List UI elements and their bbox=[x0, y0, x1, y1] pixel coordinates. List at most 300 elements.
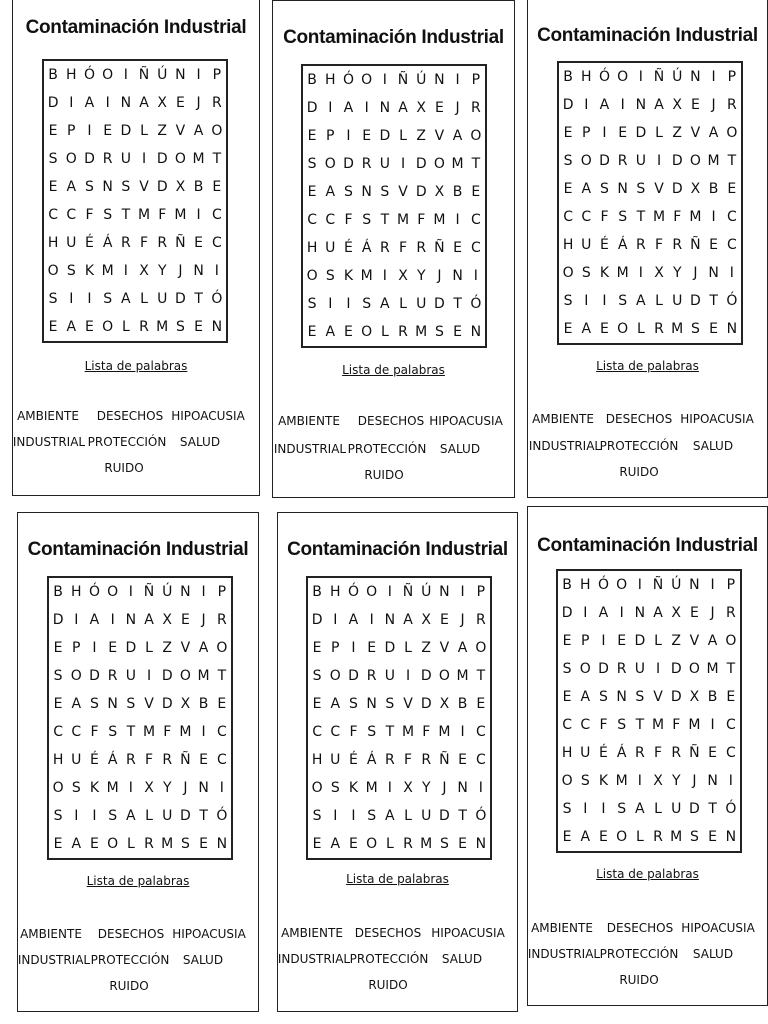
grid-letter: R bbox=[384, 752, 395, 768]
grid-letter: E bbox=[618, 125, 628, 141]
grid-row bbox=[308, 578, 490, 606]
grid-row bbox=[49, 718, 231, 746]
grid-letter: É bbox=[85, 235, 94, 251]
grid-letter: H bbox=[561, 745, 573, 761]
grid-letter: Y bbox=[157, 263, 167, 279]
grid-letter: S bbox=[434, 324, 444, 340]
grid-row bbox=[559, 119, 741, 147]
grid-letter: H bbox=[580, 577, 591, 593]
grid-letter: T bbox=[476, 668, 486, 684]
word-item: AMBIENTE bbox=[17, 409, 79, 423]
grid-letter: T bbox=[217, 668, 227, 684]
grid-letter: O bbox=[174, 151, 186, 167]
grid-letter: D bbox=[561, 605, 573, 621]
grid-letter: R bbox=[654, 321, 664, 337]
grid-letter: D bbox=[384, 640, 396, 656]
grid-letter: X bbox=[139, 263, 149, 279]
grid-letter: X bbox=[439, 696, 450, 712]
grid-letter: F bbox=[673, 209, 682, 225]
grid-letter: N bbox=[211, 319, 223, 335]
word-item: RUIDO bbox=[368, 978, 408, 992]
grid-row bbox=[49, 634, 231, 662]
grid-letter: A bbox=[325, 324, 336, 340]
grid-letter: M bbox=[156, 319, 169, 335]
grid-letter: T bbox=[458, 808, 467, 824]
grid-letter: T bbox=[380, 212, 390, 228]
grid-row bbox=[558, 571, 740, 599]
grid-letter: D bbox=[671, 181, 683, 197]
grid-letter: B bbox=[193, 179, 204, 195]
grid-letter: X bbox=[144, 780, 154, 796]
word-item: RUIDO bbox=[619, 973, 659, 987]
grid-letter: U bbox=[671, 801, 682, 817]
grid-letter: P bbox=[471, 72, 481, 88]
grid-letter: T bbox=[636, 209, 646, 225]
grid-letter: K bbox=[84, 263, 95, 279]
grid-letter: N bbox=[689, 577, 700, 593]
grid-letter: E bbox=[90, 836, 99, 852]
grid-letter: M bbox=[688, 717, 701, 733]
grid-letter: D bbox=[306, 100, 318, 116]
grid-letter: R bbox=[634, 745, 645, 761]
grid-row bbox=[44, 257, 226, 285]
grid-letter: O bbox=[361, 324, 373, 340]
grid-row bbox=[303, 290, 485, 318]
grid-row bbox=[559, 203, 741, 231]
grid-letter: A bbox=[380, 296, 390, 312]
grid-letter: J bbox=[711, 97, 716, 113]
grid-letter: C bbox=[312, 724, 322, 740]
grid-letter: Ó bbox=[598, 69, 610, 85]
grid-letter: E bbox=[312, 836, 322, 852]
grid-letter: S bbox=[617, 801, 627, 817]
grid-letter: I bbox=[382, 72, 387, 88]
grid-letter: U bbox=[672, 293, 683, 309]
grid-letter: E bbox=[563, 125, 573, 141]
word-list-title: Lista de palabras bbox=[86, 874, 190, 888]
grid-letter: E bbox=[708, 829, 718, 845]
grid-letter: P bbox=[727, 69, 737, 85]
grid-letter: I bbox=[351, 640, 356, 656]
grid-letter: J bbox=[183, 780, 188, 796]
grid-letter: E bbox=[349, 836, 358, 852]
grid-letter: I bbox=[460, 724, 465, 740]
grid-letter: L bbox=[655, 125, 663, 141]
grid-letter: R bbox=[672, 237, 683, 253]
grid-letter: F bbox=[399, 240, 408, 256]
grid-letter: Ñ bbox=[653, 69, 665, 85]
grid-letter: D bbox=[89, 668, 100, 684]
grid-letter: C bbox=[66, 207, 77, 223]
grid-letter: I bbox=[583, 605, 588, 621]
grid-letter: I bbox=[128, 584, 133, 600]
grid-letter: R bbox=[635, 237, 646, 253]
grid-letter: A bbox=[121, 291, 131, 307]
grid-letter: O bbox=[617, 69, 629, 85]
letter-grid bbox=[556, 569, 742, 853]
grid-letter: L bbox=[126, 836, 135, 852]
grid-letter: I bbox=[455, 72, 460, 88]
grid-letter: I bbox=[638, 265, 643, 281]
grid-letter: C bbox=[307, 212, 317, 228]
grid-letter: D bbox=[415, 156, 427, 172]
grid-row bbox=[49, 830, 231, 858]
grid-letter: J bbox=[196, 95, 201, 111]
grid-letter: S bbox=[85, 179, 94, 195]
grid-letter: F bbox=[163, 724, 172, 740]
grid-letter: I bbox=[123, 263, 128, 279]
grid-letter: H bbox=[71, 584, 82, 600]
grid-letter: R bbox=[475, 612, 486, 628]
grid-letter: J bbox=[442, 780, 447, 796]
grid-letter: I bbox=[201, 724, 206, 740]
word-item: HIPOACUSIA bbox=[431, 926, 505, 940]
grid-letter: R bbox=[470, 100, 481, 116]
grid-letter: Á bbox=[617, 237, 628, 253]
grid-letter: N bbox=[725, 829, 737, 845]
grid-letter: Ó bbox=[211, 291, 223, 307]
grid-letter: N bbox=[193, 263, 204, 279]
grid-letter: S bbox=[385, 696, 395, 712]
word-item: SALUD bbox=[182, 953, 224, 967]
grid-letter: Á bbox=[102, 235, 113, 251]
letter-grid bbox=[47, 576, 233, 860]
grid-letter: C bbox=[211, 235, 222, 251]
grid-letter: O bbox=[726, 125, 738, 141]
grid-letter: U bbox=[421, 808, 432, 824]
grid-letter: J bbox=[455, 100, 460, 116]
grid-letter: O bbox=[688, 661, 700, 677]
grid-letter: A bbox=[330, 836, 341, 852]
grid-letter: B bbox=[562, 577, 572, 593]
grid-letter: E bbox=[563, 181, 573, 197]
grid-letter: X bbox=[416, 100, 427, 116]
grid-letter: N bbox=[439, 584, 450, 600]
grid-letter: A bbox=[330, 696, 341, 712]
grid-letter: U bbox=[66, 235, 77, 251]
grid-letter: I bbox=[219, 780, 224, 796]
grid-row bbox=[303, 234, 485, 262]
grid-letter: E bbox=[85, 319, 94, 335]
grid-letter: R bbox=[653, 829, 663, 845]
grid-letter: I bbox=[455, 212, 460, 228]
grid-letter: D bbox=[52, 612, 64, 628]
grid-letter: X bbox=[180, 696, 191, 712]
grid-letter: I bbox=[601, 633, 606, 649]
grid-letter: E bbox=[307, 128, 317, 144]
grid-letter: B bbox=[307, 72, 317, 88]
grid-letter: B bbox=[707, 689, 718, 705]
grid-letter: S bbox=[325, 268, 335, 284]
letter-grid bbox=[306, 576, 492, 860]
grid-letter: S bbox=[312, 808, 322, 824]
grid-letter: M bbox=[616, 265, 629, 281]
grid-letter: U bbox=[581, 237, 592, 253]
grid-letter: R bbox=[416, 240, 427, 256]
grid-letter: R bbox=[398, 324, 408, 340]
grid-letter: A bbox=[580, 829, 591, 845]
grid-letter: C bbox=[475, 752, 486, 768]
grid-letter: O bbox=[329, 668, 341, 684]
grid-letter: E bbox=[367, 640, 377, 656]
grid-letter: E bbox=[199, 752, 209, 768]
grid-letter: J bbox=[692, 773, 697, 789]
grid-letter: X bbox=[421, 612, 432, 628]
grid-letter: E bbox=[471, 184, 481, 200]
grid-letter: I bbox=[400, 156, 406, 172]
grid-letter: R bbox=[361, 156, 372, 172]
grid-row bbox=[49, 746, 231, 774]
grid-letter: D bbox=[420, 668, 432, 684]
grid-letter: L bbox=[140, 123, 148, 139]
word-item: SALUD bbox=[441, 952, 483, 966]
grid-letter: S bbox=[690, 321, 700, 337]
word-item: SALUD bbox=[692, 947, 734, 961]
grid-letter: F bbox=[140, 235, 149, 251]
word-item: AMBIENTE bbox=[278, 414, 340, 428]
grid-letter: S bbox=[367, 724, 377, 740]
grid-letter: U bbox=[162, 808, 173, 824]
grid-letter: C bbox=[211, 207, 222, 223]
grid-letter: U bbox=[71, 752, 82, 768]
grid-letter: V bbox=[144, 696, 154, 712]
grid-letter: S bbox=[581, 265, 591, 281]
grid-letter: B bbox=[198, 696, 209, 712]
grid-letter: D bbox=[598, 661, 609, 677]
grid-letter: R bbox=[102, 151, 113, 167]
grid-letter: C bbox=[725, 745, 736, 761]
grid-letter: O bbox=[211, 123, 223, 139]
grid-letter: L bbox=[399, 296, 407, 312]
grid-letter: D bbox=[311, 612, 323, 628]
word-search-card bbox=[527, 506, 768, 1006]
grid-row bbox=[308, 802, 490, 830]
grid-letter: F bbox=[344, 212, 353, 228]
grid-letter: E bbox=[708, 745, 718, 761]
grid-letter: I bbox=[105, 95, 110, 111]
word-search-card bbox=[277, 512, 518, 1012]
grid-letter: C bbox=[216, 752, 227, 768]
grid-letter: O bbox=[616, 829, 628, 845]
grid-letter: Ñ bbox=[439, 752, 450, 768]
letter-grid bbox=[557, 61, 743, 345]
grid-letter: M bbox=[615, 773, 628, 789]
grid-letter: B bbox=[312, 584, 322, 600]
word-item: INDUSTRIAL bbox=[527, 947, 601, 961]
grid-letter: F bbox=[145, 752, 154, 768]
grid-letter: C bbox=[48, 207, 58, 223]
grid-letter: E bbox=[108, 640, 118, 656]
grid-letter: X bbox=[689, 689, 700, 705]
grid-letter: N bbox=[634, 605, 646, 621]
grid-letter: O bbox=[70, 668, 82, 684]
grid-letter: O bbox=[216, 640, 228, 656]
grid-letter: N bbox=[434, 72, 445, 88]
grid-letter: A bbox=[71, 836, 82, 852]
word-item: HIPOACUSIA bbox=[680, 412, 754, 426]
word-item: DESECHOS bbox=[357, 414, 425, 428]
grid-letter: C bbox=[470, 240, 481, 256]
grid-letter: T bbox=[194, 291, 203, 307]
grid-letter: E bbox=[48, 179, 58, 195]
grid-letter: T bbox=[726, 661, 736, 677]
grid-letter: I bbox=[214, 263, 219, 279]
grid-letter: O bbox=[470, 128, 482, 144]
grid-letter: D bbox=[420, 696, 432, 712]
grid-letter: I bbox=[710, 717, 715, 733]
word-item: HIPOACUSIA bbox=[172, 927, 246, 941]
grid-letter: D bbox=[161, 668, 173, 684]
grid-letter: S bbox=[180, 836, 190, 852]
grid-letter: C bbox=[475, 724, 486, 740]
grid-letter: O bbox=[475, 640, 487, 656]
grid-letter: Y bbox=[162, 780, 172, 796]
grid-letter: F bbox=[655, 237, 664, 253]
grid-letter: I bbox=[92, 640, 97, 656]
grid-letter: E bbox=[617, 633, 627, 649]
grid-letter: O bbox=[366, 584, 378, 600]
grid-letter: S bbox=[618, 293, 628, 309]
grid-letter: Ñ bbox=[402, 584, 414, 600]
grid-row bbox=[49, 578, 231, 606]
grid-letter: D bbox=[343, 156, 354, 172]
grid-letter: D bbox=[689, 801, 700, 817]
grid-letter: Ó bbox=[83, 67, 95, 83]
grid-letter: O bbox=[179, 668, 191, 684]
grid-letter: U bbox=[125, 668, 136, 684]
grid-letter: M bbox=[401, 724, 415, 740]
grid-letter: T bbox=[453, 296, 462, 312]
grid-letter: R bbox=[162, 752, 173, 768]
grid-letter: S bbox=[121, 179, 131, 195]
grid-row bbox=[303, 94, 485, 122]
grid-letter: S bbox=[380, 184, 390, 200]
grid-letter: Á bbox=[361, 240, 372, 256]
grid-letter: O bbox=[311, 780, 323, 796]
grid-letter: S bbox=[562, 661, 572, 677]
grid-letter: T bbox=[199, 808, 208, 824]
word-item: RUIDO bbox=[109, 979, 149, 993]
grid-letter: J bbox=[460, 612, 465, 628]
grid-letter: M bbox=[652, 209, 666, 225]
grid-letter: X bbox=[403, 780, 413, 796]
grid-letter: O bbox=[616, 577, 628, 593]
grid-letter: H bbox=[325, 72, 336, 88]
grid-letter: H bbox=[306, 240, 318, 256]
grid-letter: A bbox=[403, 612, 413, 628]
grid-letter: E bbox=[212, 179, 222, 195]
grid-letter: I bbox=[201, 584, 206, 600]
grid-letter: U bbox=[634, 661, 645, 677]
grid-letter: E bbox=[458, 752, 468, 768]
grid-letter: M bbox=[420, 836, 433, 852]
letter-grid bbox=[301, 64, 487, 348]
grid-letter: N bbox=[125, 612, 137, 628]
grid-letter: É bbox=[90, 752, 99, 768]
grid-letter: Y bbox=[671, 773, 681, 789]
grid-row bbox=[49, 662, 231, 690]
grid-letter: D bbox=[670, 661, 682, 677]
grid-letter: S bbox=[367, 808, 377, 824]
grid-letter: E bbox=[194, 235, 204, 251]
grid-letter: R bbox=[211, 95, 222, 111]
grid-letter: V bbox=[175, 123, 186, 139]
grid-letter: L bbox=[635, 829, 644, 845]
grid-letter: P bbox=[67, 123, 76, 139]
grid-letter: E bbox=[562, 633, 572, 649]
grid-letter: Ú bbox=[157, 67, 168, 83]
grid-letter: O bbox=[579, 661, 591, 677]
grid-letter: U bbox=[580, 745, 591, 761]
grid-row bbox=[559, 147, 741, 175]
grid-letter: B bbox=[457, 696, 468, 712]
grid-letter: Ó bbox=[342, 72, 354, 88]
grid-letter: I bbox=[473, 268, 478, 284]
grid-letter: U bbox=[330, 752, 341, 768]
grid-letter: Ó bbox=[475, 808, 487, 824]
grid-letter: E bbox=[344, 324, 353, 340]
grid-letter: O bbox=[107, 584, 119, 600]
grid-letter: H bbox=[562, 237, 574, 253]
grid-letter: R bbox=[107, 668, 118, 684]
grid-letter: A bbox=[654, 97, 664, 113]
grid-letter: R bbox=[125, 752, 136, 768]
grid-letter: H bbox=[52, 752, 64, 768]
grid-letter: H bbox=[311, 752, 323, 768]
grid-letter: I bbox=[69, 291, 74, 307]
grid-letter: Ú bbox=[671, 577, 682, 593]
grid-letter: D bbox=[156, 151, 168, 167]
word-item: RUIDO bbox=[364, 468, 404, 482]
grid-letter: R bbox=[421, 752, 432, 768]
grid-letter: D bbox=[562, 97, 574, 113]
grid-letter: I bbox=[478, 780, 483, 796]
grid-letter: I bbox=[584, 97, 589, 113]
word-item: INDUSTRIAL bbox=[528, 439, 602, 453]
word-item: HIPOACUSIA bbox=[171, 409, 245, 423]
grid-letter: Z bbox=[162, 640, 173, 656]
word-list-title: Lista de palabras bbox=[346, 872, 449, 886]
grid-letter: P bbox=[212, 67, 222, 83]
grid-letter: C bbox=[325, 212, 336, 228]
grid-letter: K bbox=[343, 268, 354, 284]
grid-letter: R bbox=[403, 836, 413, 852]
grid-letter: A bbox=[198, 640, 209, 656]
grid-letter: I bbox=[196, 207, 201, 223]
grid-letter: A bbox=[581, 321, 592, 337]
word-item: PROTECCIÓN bbox=[90, 953, 170, 967]
grid-letter: É bbox=[344, 240, 353, 256]
grid-row bbox=[44, 173, 226, 201]
grid-letter: É bbox=[600, 237, 609, 253]
grid-letter: Ñ bbox=[652, 577, 664, 593]
grid-row bbox=[559, 231, 741, 259]
grid-letter: Z bbox=[672, 125, 683, 141]
grid-letter: Ñ bbox=[689, 745, 700, 761]
grid-letter: V bbox=[439, 640, 450, 656]
grid-letter: R bbox=[120, 235, 131, 251]
grid-letter: D bbox=[175, 291, 186, 307]
grid-row bbox=[49, 690, 231, 718]
grid-letter: S bbox=[362, 212, 372, 228]
grid-letter: M bbox=[179, 724, 192, 740]
grid-letter: I bbox=[333, 612, 338, 628]
grid-letter: N bbox=[616, 689, 627, 705]
grid-letter: S bbox=[344, 184, 353, 200]
grid-letter: I bbox=[123, 67, 128, 83]
card-title: Contaminación Industrial bbox=[283, 27, 504, 48]
grid-letter: I bbox=[369, 612, 374, 628]
